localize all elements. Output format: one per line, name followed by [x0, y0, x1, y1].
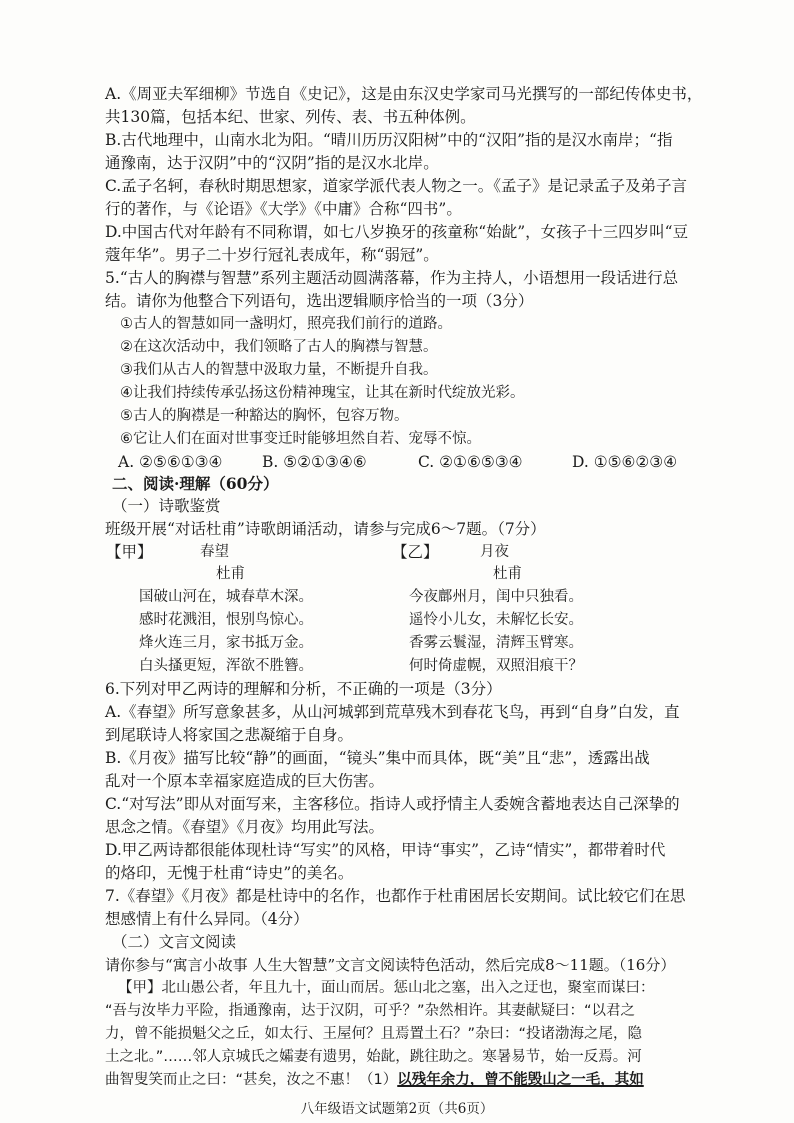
- subsection-poetry: （一）诗歌鉴赏: [112, 497, 221, 515]
- q5-option-c: C. ②①⑥⑤③④: [418, 453, 523, 471]
- poem-a-tag: 【甲】: [106, 543, 153, 561]
- q7-stem-line2: 想感情上有什么异同。（4分）: [105, 910, 309, 928]
- q5-option-b: B. ⑤②①③④⑥: [262, 453, 367, 471]
- poem-a-line-2: 感时花溅泪，恨别鸟惊心。: [139, 612, 313, 628]
- q4-option-b-line1: B.古代地理中，山南水北为阳。“晴川历历汉阳树”中的“汉阳”指的是汉水南岸；“指: [105, 131, 673, 149]
- q5-stem-line2: 结。请你为他整合下列语句，选出逻辑顺序恰当的一项（3分）: [105, 292, 534, 310]
- intro-q6-7: 班级开展“对话杜甫”诗歌朗诵活动，请参与完成6～7题。（7分）: [105, 520, 546, 538]
- passage-line-5-text: 曲智叟笑而止之曰：“甚矣，汝之不惠！（1）: [105, 1072, 398, 1088]
- q4-option-d-line2: 蔻年华”。男子二十岁行冠礼表成年，称“弱冠”。: [105, 246, 439, 264]
- subsection-classical: （二）文言文阅读: [112, 933, 237, 951]
- section-heading: 二、阅读·理解（60分）: [112, 474, 279, 493]
- q5-sentence-3: ③我们从古人的智慧中汲取力量，不断提升自我。: [120, 362, 438, 378]
- q4-option-c-line1: C.孟子名轲，春秋时期思想家，道家学派代表人物之一。《孟子》是记录孟子及弟子言: [105, 177, 687, 195]
- q6-option-c-line1: C.“对写法”即从对面写来，主客移位。指诗人或抒情主人委婉含蓄地表达自己深挚的: [105, 795, 680, 813]
- passage-line-5: [105, 1070, 644, 1090]
- q5-option-a: A. ②⑤⑥①③④: [118, 453, 223, 471]
- q7-stem-line1: 7.《春望》《月夜》都是杜诗中的名作，也都作于杜甫困居长安期间。试比较它们在思: [105, 887, 686, 905]
- q6-option-a-line2: 到尾联诗人将家国之悲凝缩于自身。: [105, 726, 354, 744]
- poem-a-line-1: 国破山河在，城春草木深。: [139, 589, 313, 605]
- poem-b-title: 月夜: [480, 544, 509, 560]
- poem-a-line-4: 白头搔更短，浑欲不胜簪。: [139, 658, 313, 674]
- poem-a-line-3: 烽火连三月，家书抵万金。: [139, 635, 313, 651]
- passage-line-2: “吾与汝毕力平险，指通豫南，达于汉阴，可乎？”杂然相许。其妻献疑曰：“以君之: [105, 1003, 636, 1019]
- passage-line-3: 力，曾不能损魁父之丘，如太行、王屋何？且焉置土石？”杂曰：“投诸渤海之尾，隐: [105, 1026, 643, 1042]
- q6-option-d-line2: 的烙印，无愧于杜甫“诗史”的美名。: [105, 864, 354, 882]
- passage-underlined-sentence: 以残年余力，曾不能毁山之一毛，其如: [397, 1072, 644, 1088]
- q6-option-b-line1: B.《月夜》描写比较“静”的画面，“镜头”集中而具体，既“美”且“悲”，透露出战: [105, 749, 650, 767]
- q5-sentence-5: ⑤古人的胸襟是一种豁达的胸怀，包容万物。: [120, 408, 409, 424]
- q4-option-d-line1: D.中国古代对年龄有不同称谓，如七八岁换牙的孩童称“始龀”，女孩子十三四岁叫“豆: [105, 223, 689, 241]
- passage-line-4: 土之北。”……邻人京城氏之孀妻有遗男，始龀，跳往助之。寒暑易节，始一反焉。河: [105, 1049, 642, 1065]
- poem-b-author: 杜甫: [493, 566, 522, 582]
- q5-option-d: D. ①⑤⑥②③④: [572, 453, 678, 471]
- q6-option-c-line2: 思念之情。《春望》《月夜》均用此写法。: [105, 818, 385, 836]
- q6-option-b-line2: 乱对一个原本幸福家庭造成的巨大伤害。: [105, 772, 385, 790]
- q5-stem-line1: 5.“古人的胸襟与智慧”系列主题活动圆满落幕，作为主持人，小语想用一段话进行总: [105, 269, 679, 287]
- q4-option-b-line2: 通豫南，达于汉阴”中的“汉阴”指的是汉水北岸。: [105, 154, 439, 172]
- passage-line-1: 【甲】北山愚公者，年且九十，面山而居。惩山北之塞，出入之迂也，聚室而谋曰：: [118, 980, 655, 996]
- poem-a-title: 春望: [200, 544, 229, 560]
- poem-b-line-4: 何时倚虚幌，双照泪痕干？: [409, 658, 583, 674]
- q6-option-a-line1: A.《春望》所写意象甚多，从山河城郭到荒草残木到春花飞鸟，再到“自身”白发，直: [105, 703, 680, 721]
- page-footer: 八年级语文试题第2页（共6页）: [300, 1101, 494, 1117]
- q6-stem: 6.下列对甲乙两诗的理解和分析，不正确的一项是（3分）: [105, 680, 502, 698]
- intro-q8-11: 请你参与“寓言小故事 人生大智慧”文言文阅读特色活动，然后完成8～11题。（16分）: [105, 956, 676, 974]
- q5-sentence-2: ②在这次活动中，我们领略了古人的胸襟与智慧。: [120, 339, 438, 355]
- q6-option-d-line1: D.甲乙两诗都很能体现杜诗“写实”的风格，甲诗“事实”，乙诗“情实”，都带着时代: [105, 841, 666, 859]
- poem-b-line-3: 香雾云鬟湿，清辉玉臂寒。: [409, 635, 583, 651]
- q4-option-c-line2: 行的著作，与《论语》《大学》《中庸》合称“四书”。: [105, 200, 462, 218]
- q5-sentence-4: ④让我们持续传承弘扬这份精神瑰宝，让其在新时代绽放光彩。: [120, 385, 525, 401]
- q4-option-a-line1: A.《周亚夫军细柳》节选自《史记》，这是由东汉史学家司马光撰写的一部纪传体史书，: [105, 85, 703, 103]
- poem-b-line-1: 今夜鄜州月，闺中只独看。: [409, 589, 583, 605]
- q5-sentence-6: ⑥它让人们在面对世事变迁时能够坦然自若、宠辱不惊。: [120, 431, 481, 447]
- poem-b-line-2: 遥怜小儿女，未解忆长安。: [409, 612, 583, 628]
- q4-option-a-line2: 共130篇，包括本纪、世家、列传、表、书五种体例。: [105, 108, 476, 126]
- poem-a-author: 杜甫: [216, 566, 245, 582]
- q5-sentence-1: ①古人的智慧如同一盏明灯，照亮我们前行的道路。: [120, 316, 452, 332]
- poem-b-tag: 【乙】: [392, 543, 439, 561]
